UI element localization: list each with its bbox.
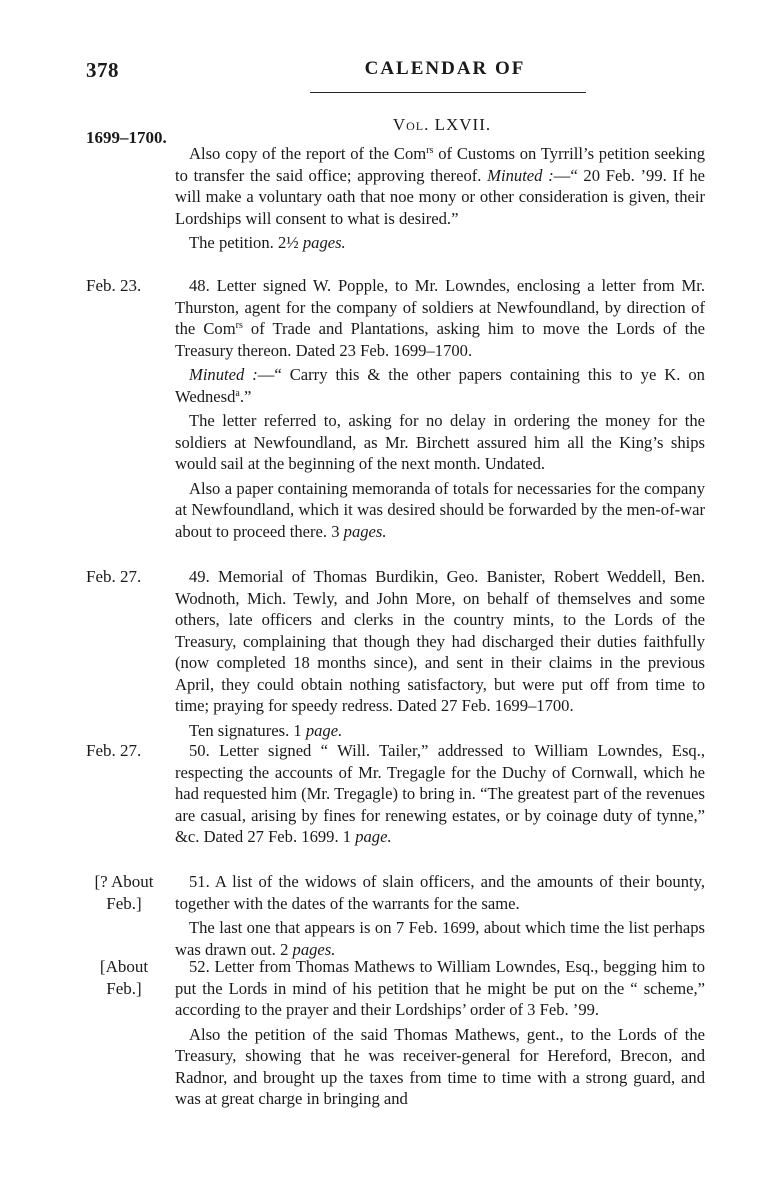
intro-paragraph: Also copy of the report of the Com$^{rs}$ of Customs on Tyrrill’s petition seeking to transfer the said office; approving thereof. Minuted :—“ 20 Feb. ’99. If he will make a voluntary oath that noe mony or other consideration is given, their Lordships will consent to what is desired.” <box>175 144 705 228</box>
margin-date-49: Feb. 27. <box>86 567 142 586</box>
margin-date-48: Feb. 23. <box>86 276 142 295</box>
intro-entry <box>175 143 705 257</box>
volume-title: Vol. LXVII. <box>392 115 492 134</box>
entry-49-signatures: Ten signatures. 1 page. <box>189 720 343 740</box>
entry-51-note: The last one that appears is on 7 Feb. 1699, about which time the list perhaps was drawn out. 2 pages. <box>175 918 705 959</box>
entry-50 <box>175 740 705 851</box>
entry-51-list: 51. A list of the widows of slain officers, and the amounts of their bounty, together with the dates of the warrants for the same. <box>175 872 705 913</box>
running-head: CALENDAR OF <box>364 58 526 79</box>
entry-49-memorial: 49. Memorial of Thomas Burdikin, Geo. Banister, Robert Weddell, Ben. Wodnoth, Mich. Tewly, and John More, on behalf of themselves and some others, late officers and clerks in the country mints, to the Lords of the Treasury, complaining that though they had discharged their duties faithfully (now completed 18 months since), and sent in their claims in the previous April, they could obtain nothing satisfactory, but were put off from time to time; praying for speedy redress. Dated 27 Feb. 1699–1700. <box>175 567 705 715</box>
entry-52-letter: 52. Letter from Thomas Mathews to William Lowndes, Esq., begging him to put the Lords in mind of his petition that he might be put on the “ scheme,” according to the prayer and their Lordships’ order of 3 Feb. ’99. <box>175 957 705 1019</box>
margin-date-51: [? About Feb.] <box>94 872 154 913</box>
margin-date-52: [About Feb.] <box>99 957 149 998</box>
margin-date-year: 1699–1700. <box>86 128 167 147</box>
entry-48-memoranda: Also a paper containing memoranda of totals for necessaries for the company at Newfoundland, which it was desired should be forwarded by the men-of-war about to proceed there. 3 pages. <box>175 478 705 541</box>
intro-petition-note: The petition. 2½ pages. <box>189 233 346 252</box>
entry-52-petition: Also the petition of the said Thomas Mathews, gent., to the Lords of the Treasury, showing that he was receiver-general for Hereford, Brecon, and Radnor, and brought up the taxes from time to time with a strong guard, and was at great charge in bringing and <box>175 1024 705 1108</box>
page-number: 378 <box>86 58 119 82</box>
entry-48-letter-referred: The letter referred to, asking for no delay in ordering the money for the soldiers at Newfoundland, as Mr. Birchett assured him all the King’s ships would sail at the beginning of the next month. Undated. <box>175 411 705 473</box>
entry-50-letter: 50. Letter signed “ Will. Tailer,” addressed to William Lowndes, Esq., respecting the accounts of Mr. Tregagle for the Duchy of Cornwall, which he had requested him (Mr. Tregagle) to bring in. “The greatest part of the revenues are casual, arising by fines for renewing estates, or by coinage duty of tynne,” &c. Dated 27 Feb. 1699. 1 page. <box>175 741 705 846</box>
margin-date-50: Feb. 27. <box>86 741 142 760</box>
page-header <box>0 58 770 88</box>
header-rule <box>310 92 586 93</box>
entry-52 <box>175 956 705 1113</box>
entry-48-minute: Minuted :—“ Carry this & the other papers containing this to ye K. on Wednesd$^a$.” <box>175 365 705 406</box>
entry-51 <box>175 871 705 963</box>
entry-48-letter: 48. Letter signed W. Popple, to Mr. Lowndes, enclosing a letter from Mr. Thurston, agent for the company of soldiers at Newfoundland, by direction of the Com$^{rs}$ of Trade and Plantations, asking him to move the Lords of the Treasury thereon. Dated 23 Feb. 1699–1700. <box>175 276 705 360</box>
entry-48 <box>175 275 705 545</box>
entry-49 <box>175 566 705 744</box>
